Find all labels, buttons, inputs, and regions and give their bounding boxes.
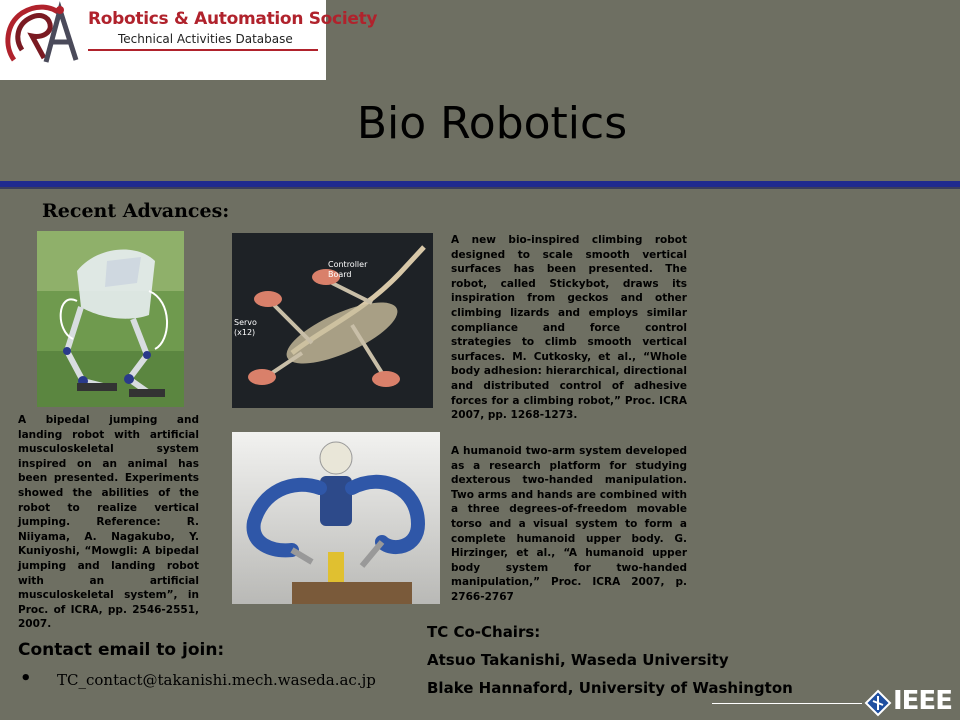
logo-divider bbox=[88, 49, 318, 51]
stickybot-photo bbox=[232, 233, 433, 408]
humanoid-photo bbox=[232, 432, 440, 604]
controller-label: Controller bbox=[328, 260, 368, 269]
caption-jumping-robot: A bipedal jumping and landing robot with artificial musculoskeletal system inspired on an animal has been presented. Experiments showed the abilities of the robot to realize vertical jumping. Reference: R. Niiyama, A. Nagakubo, Y. Kuniyoshi, “Mowgli: A bipedal jumping and landing robot with an artificial musculoskeletal system”, in Proc. of ICRA, pp. 2546-2551, 2007. bbox=[18, 414, 199, 631]
database-name: Technical Activities Database bbox=[118, 32, 293, 46]
servo-count-label: (x12) bbox=[234, 328, 256, 337]
contact-email-link[interactable]: TC_contact@takanishi.mech.waseda.ac.jp bbox=[57, 671, 376, 689]
footer-rule bbox=[712, 703, 862, 704]
caption-humanoid: A humanoid two-arm system developed as a research platform for studying dexterous two-handed manipulation. Two arms and hands are combined with a three degrees-of-freedom movable torso and a visual system to form a complete humanoid upper body. G. Hirzinger, et al., “A humanoid upper body system for two-handed manipulation,” Proc. ICRA 2007, p. 2766-2767 bbox=[451, 445, 687, 603]
ieee-logo-text: IEEE bbox=[893, 686, 952, 716]
servo-label: Servo bbox=[234, 318, 257, 327]
title-divider-shadow bbox=[0, 187, 960, 189]
contact-heading: Contact email to join: bbox=[18, 640, 225, 660]
board-label: Board bbox=[328, 270, 352, 279]
society-name: Robotics & Automation Society bbox=[88, 9, 378, 29]
jumping-robot-photo bbox=[37, 231, 184, 407]
cochairs-heading: TC Co-Chairs: bbox=[427, 623, 541, 641]
section-heading: Recent Advances: bbox=[42, 200, 230, 222]
society-logo-panel bbox=[0, 0, 378, 80]
cochair-name: Blake Hannaford, University of Washington bbox=[427, 679, 793, 697]
cochair-name: Atsuo Takanishi, Waseda University bbox=[427, 651, 729, 669]
caption-stickybot: A new bio-inspired climbing robot designed to scale smooth vertical surfaces has been presented. The robot, called Stickybot, draws its inspiration from geckos and other climbing lizards and employs similar compliance and force control strategies to climb smooth vertical surfaces. M. Cutkosky, et al., “Whole body adhesion: hierarchical, directional and distributed control of adhesive forces for a climbing robot,” Proc. ICRA 2007, pp. 1268-1273. bbox=[451, 234, 687, 422]
ras-logo-icon bbox=[0, 0, 82, 72]
bullet-icon: • bbox=[20, 668, 32, 689]
page-title: Bio Robotics bbox=[356, 98, 628, 149]
